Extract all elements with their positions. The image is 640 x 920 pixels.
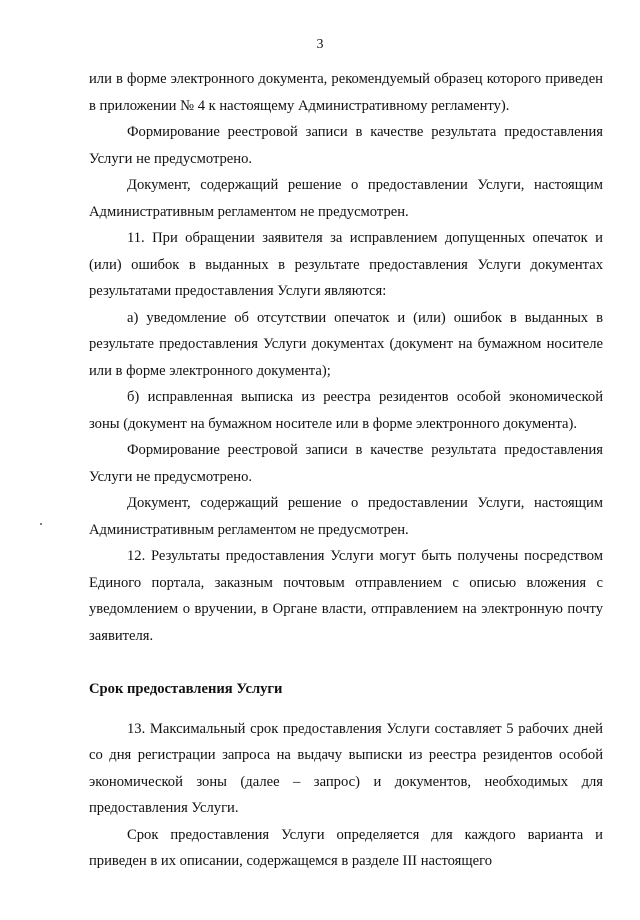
- paragraph: Формирование реестровой записи в качестве результата предоставления Услуги не предусмотрено.: [89, 442, 603, 485]
- section-heading: Срок предоставления Услуги: [89, 681, 283, 697]
- paragraph: Документ, содержащий решение о предоставлении Услуги, настоящим Административным регламентом не предусмотрен.: [89, 495, 603, 538]
- paragraph: Формирование реестровой записи в качестве результата предоставления Услуги не предусмотрено.: [89, 124, 603, 167]
- paragraph-subitem-a: а) уведомление об отсутствии опечаток и (или) ошибок в выданных в результате предоставления Услуги документах (документ на бумажном носителе или в форме электронного документа);: [89, 309, 603, 379]
- paragraph-subitem-b: б) исправленная выписка из реестра резидентов особой экономической зоны (документ на бумажном носителе или в форме электронного документа).: [89, 389, 603, 432]
- document-body: [89, 66, 603, 875]
- paragraph-item-11: 11. При обращении заявителя за исправлением допущенных опечаток и (или) ошибок в выданных в результате предоставления Услуги документах результатами предоставления Услуги являются:: [89, 230, 603, 299]
- paragraph: Срок предоставления Услуги определяется для каждого варианта и приведен в их описании, содержащемся в разделе III настоящего: [89, 826, 603, 869]
- paragraph-item-13: 13. Максимальный срок предоставления Услуги составляет 5 рабочих дней со дня регистрации запроса на выдачу выписки из реестра резидентов особой экономической зоны (далее – запрос) и документов, необходимых для предоставления Услуги.: [89, 720, 603, 816]
- paragraph-item-12: 12. Результаты предоставления Услуги могут быть получены посредством Единого портала, заказным почтовым отправлением с описью вложения с уведомлением о вручении, в Органе власти, отправлением на электронную почту заявителя.: [89, 548, 603, 644]
- paragraph-continuation: или в форме электронного документа, рекомендуемый образец которого приведен в приложении № 4 к настоящему Административному регламенту).: [89, 71, 603, 114]
- page-number: 3: [316, 37, 324, 52]
- scan-speck: [40, 523, 42, 525]
- paragraph: Документ, содержащий решение о предоставлении Услуги, настоящим Административным регламентом не предусмотрен.: [89, 177, 603, 220]
